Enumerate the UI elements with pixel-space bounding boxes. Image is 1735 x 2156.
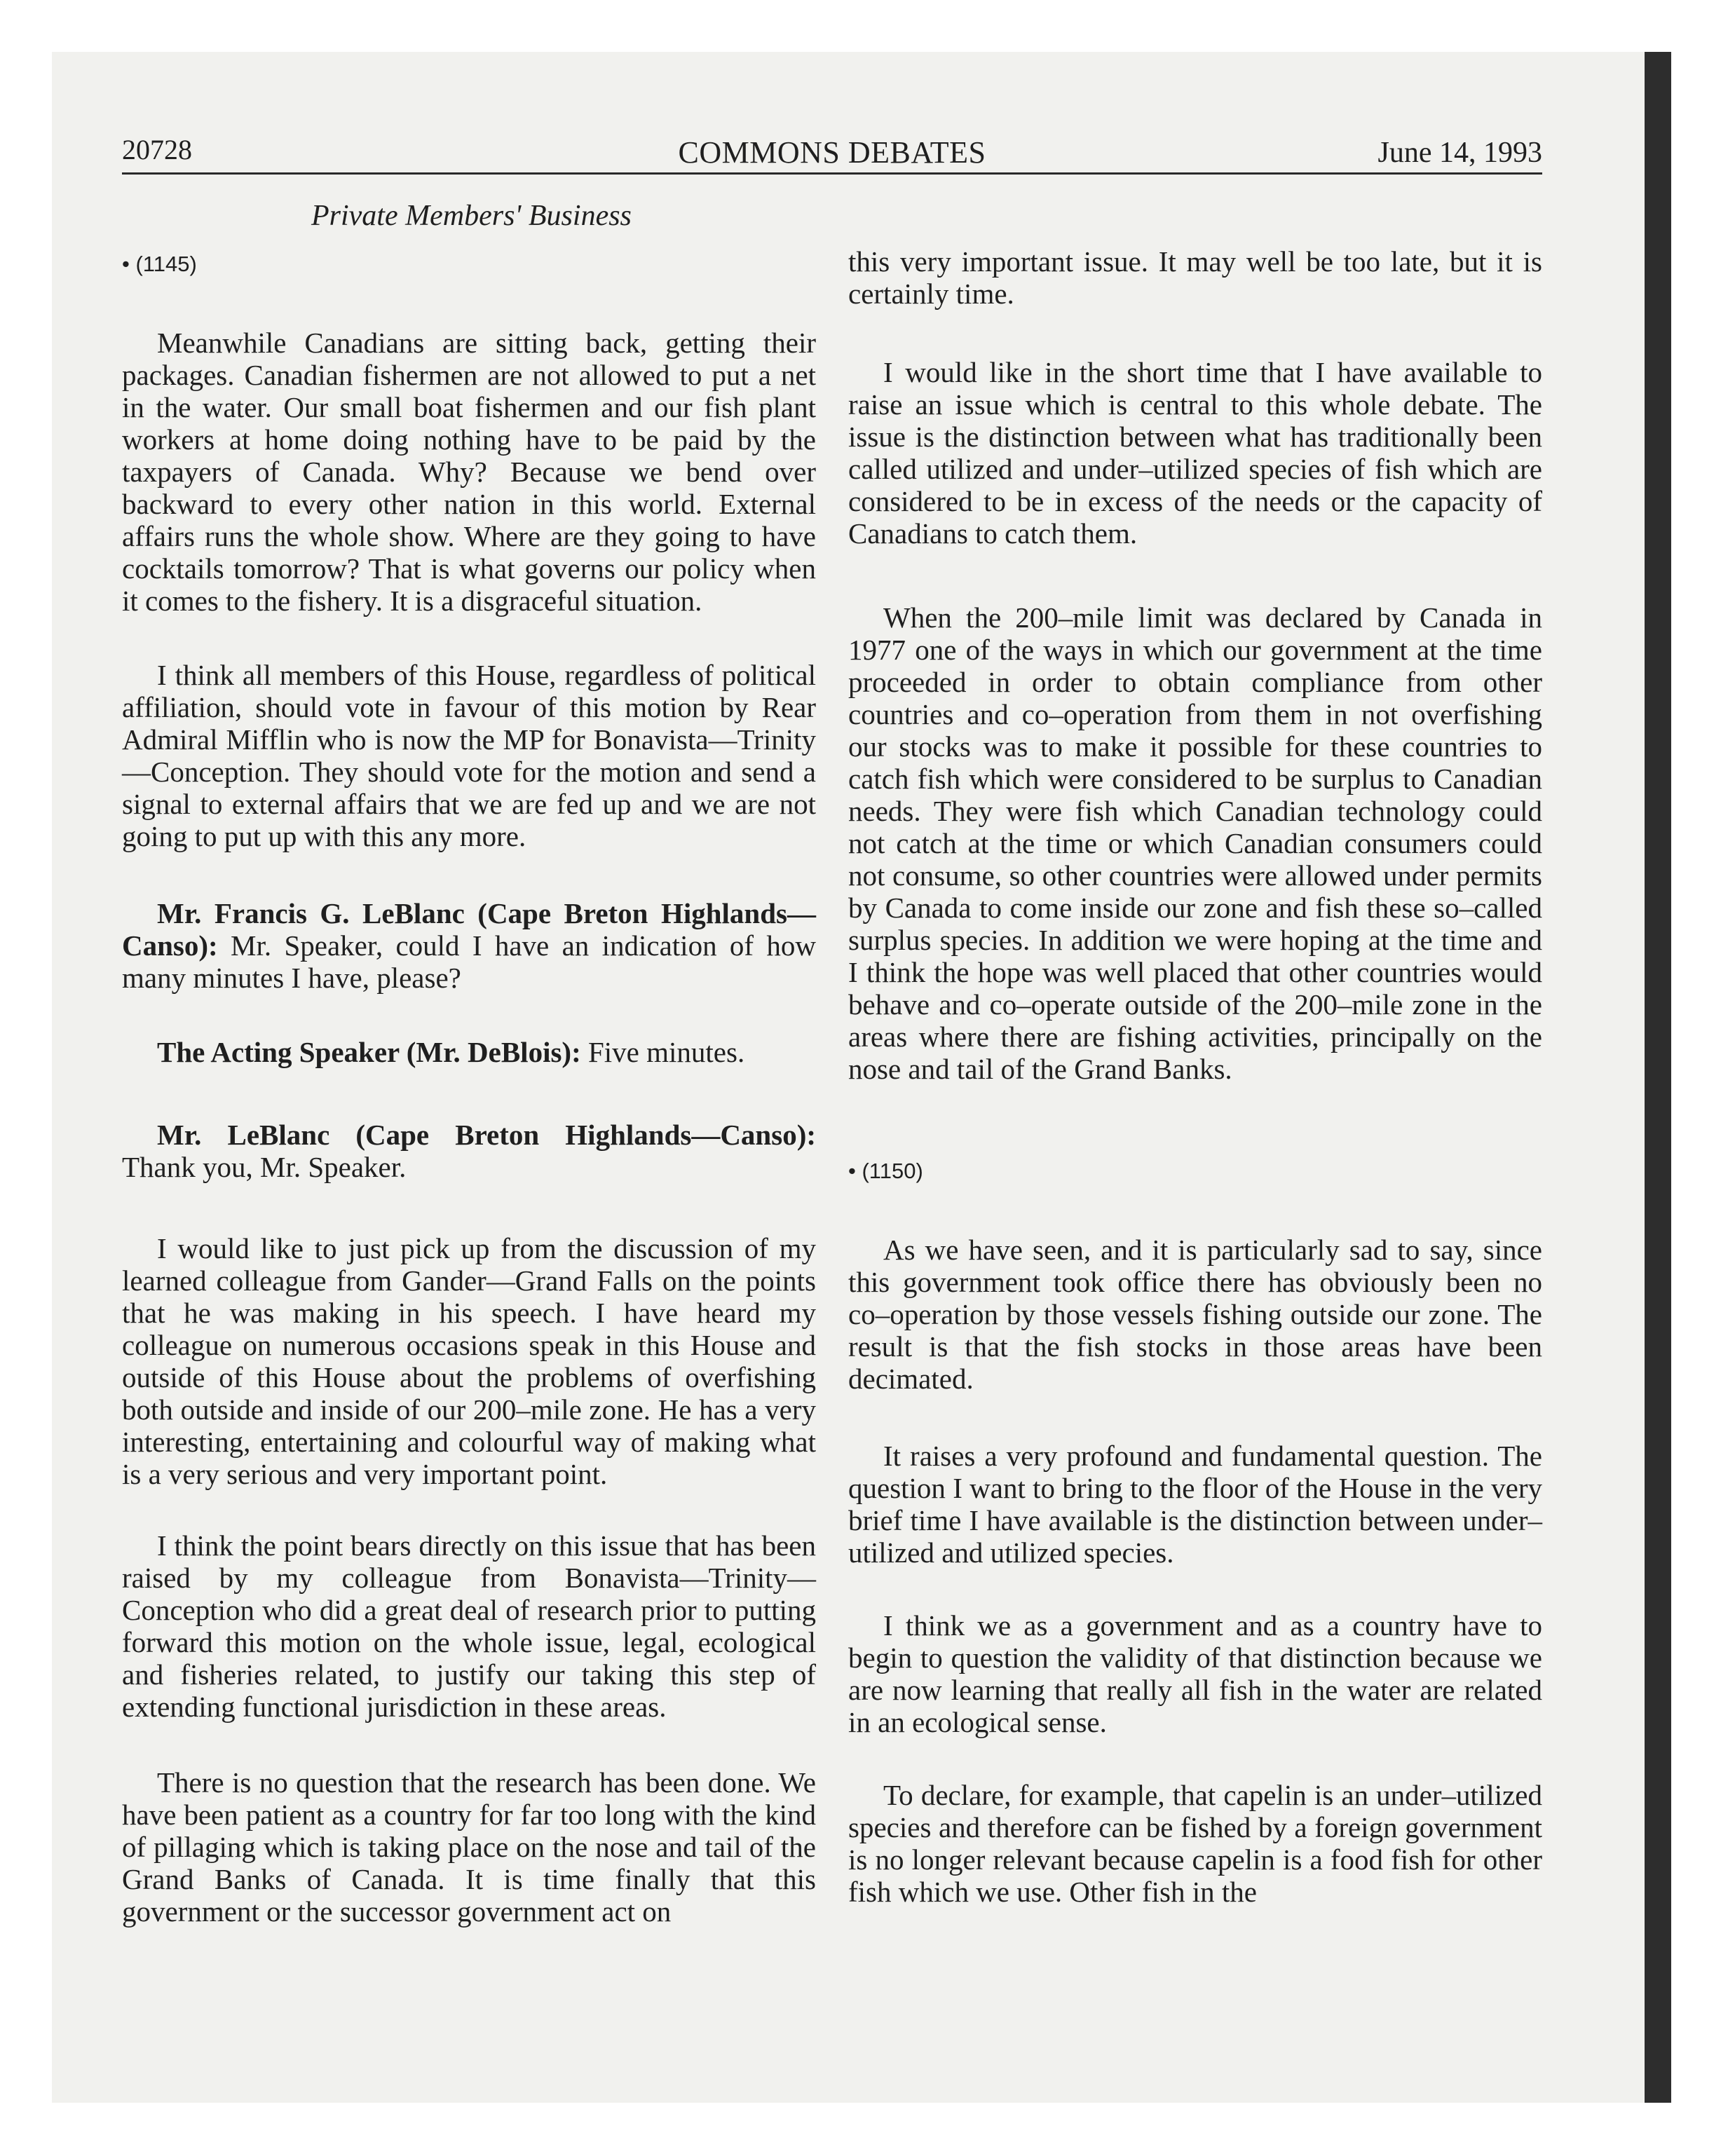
continued-paragraph: this very important issue. It may well be too late, but it is certainly time.	[848, 245, 1542, 310]
publication-date: June 14, 1993	[1377, 137, 1542, 169]
speech-text: Thank you, Mr. Speaker.	[122, 1151, 407, 1183]
paragraph: I would like to just pick up from the discussion of my learned colleague from Gander—Grand Falls on the points that he was making in his speech. I have heard my colleague on numerous occasions speak in this House and outside of this House about the problems of overfishing both outside and inside of our 200–mile zone. He has a very interesting, entertaining and colourful way of making what is a very serious and very important point.	[122, 1232, 816, 1490]
speech-paragraph	[122, 897, 816, 994]
paragraph: I think the point bears directly on this issue that has been raised by my colleague from Bonavista—Trinity—Conception who did a great deal of research prior to putting forward this motion on the whole issue, legal, ecological and fisheries related, to justify our taking this step of extending functional jurisdiction in these areas.	[122, 1529, 816, 1723]
paragraph: When the 200–mile limit was declared by Canada in 1977 one of the ways in which our government at the time proceeded in order to obtain compliance from other countries and co–operation from them in not overfishing our stocks was to make it possible for these countries to catch fish which were considered to be surplus to Canadian needs. They were fish which Canadian technology could not catch at the time or which Canadian consumers could not consume, so other countries were allowed under permits by Canada to come inside our zone and fish these so–called surplus species. In addition we were hoping at the time and I think the hope was well placed that other countries would behave and co–operate outside of the 200–mile zone in the areas where there are fishing activities, principally on the nose and tail of the Grand Banks.	[848, 601, 1542, 1085]
paragraph: There is no question that the research has been done. We have been patient as a country for far too long with the kind of pillaging which is taking place on the nose and tail of the Grand Banks of Canada. It is time finally that this government or the successor government act on	[122, 1766, 816, 1928]
paragraph: I think all members of this House, regardless of political affiliation, should vote in favour of this motion by Rear Admiral Mifflin who is now the MP for Bonavista—Trinity—Conception. They should vote for the motion and send a signal to external affairs that we are fed up and we are not going to put up with this any more.	[122, 659, 816, 852]
paragraph: It raises a very profound and fundamental question. The question I want to bring to the floor of the House in the very brief time I have available is the distinction between under–utilized and utilized species.	[848, 1440, 1542, 1569]
speech-paragraph	[122, 1119, 816, 1183]
timestamp: • (1150)	[848, 1159, 923, 1183]
page-header	[122, 128, 1542, 175]
section-label: Private Members' Business	[311, 200, 632, 232]
speaker-name: Mr. Francis G. LeBlanc (Cape Breton Highlands—Canso):	[122, 897, 816, 962]
speech-text: Five minutes.	[580, 1036, 745, 1068]
paragraph: I think we as a government and as a country have to begin to question the validity of that distinction because we are now learning that really all fish in the water are related in an ecological sense.	[848, 1609, 1542, 1738]
speech-paragraph	[122, 1036, 816, 1068]
publication-title: COMMONS DEBATES	[678, 135, 986, 170]
speaker-name: The Acting Speaker (Mr. DeBlois):	[157, 1036, 581, 1068]
speaker-name: Mr. LeBlanc (Cape Breton Highlands—Canso):	[157, 1119, 816, 1151]
page-number: 20728	[122, 134, 192, 165]
scan-edge-shadow	[1645, 52, 1671, 2103]
speech-text: Mr. Speaker, could I have an indication of how many minutes I have, please?	[122, 929, 816, 994]
paragraph: To declare, for example, that capelin is an under–utilized species and therefore can be fished by a foreign government is no longer relevant because capelin is a food fish for other fish which we use. Other fish in the	[848, 1779, 1542, 1908]
paragraph: Meanwhile Canadians are sitting back, getting their packages. Canadian fishermen are not allowed to put a net in the water. Our small boat fishermen and our fish plant workers at home doing nothing have to be paid by the taxpayers of Canada. Why? Because we bend over backward to every other nation in this world. External affairs runs the whole show. Where are they going to have cocktails tomorrow? That is what governs our policy when it comes to the fishery. It is a disgraceful situation.	[122, 327, 816, 617]
timestamp: • (1145)	[122, 252, 197, 276]
scanned-page	[52, 52, 1671, 2103]
paragraph: I would like in the short time that I have available to raise an issue which is central to this whole debate. The issue is the distinction between what has traditionally been called utilized and under–utilized species of fish which are considered to be in excess of the needs or the capacity of Canadians to catch them.	[848, 356, 1542, 550]
paragraph: As we have seen, and it is particularly sad to say, since this government took office there has obviously been no co–operation by those vessels fishing outside our zone. The result is that the fish stocks in those areas have been decimated.	[848, 1234, 1542, 1395]
